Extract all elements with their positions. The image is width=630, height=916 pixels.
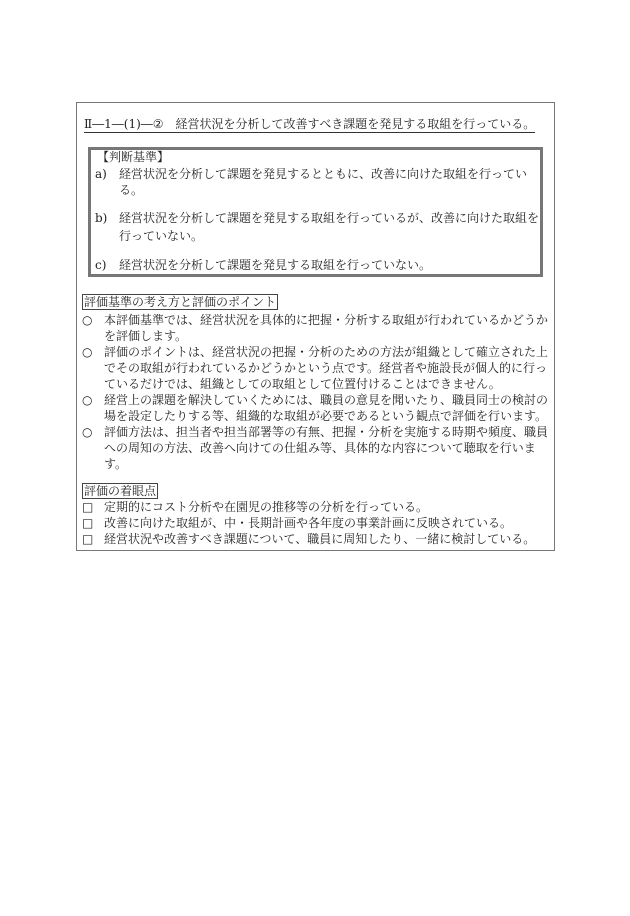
criteria-text-line: 経営状況を分析して課題を発見するとともに、改善に向けた取組を行ってい bbox=[119, 167, 528, 181]
focus-item: 改善に向けた取組が、中・長期計画や各年度の事業計画に反映されている。 bbox=[104, 516, 513, 530]
points-text-line: を評価します。 bbox=[104, 329, 188, 343]
points-text-line: への周知の方法、改善へ向けての仕組み等、具体的な内容について聴取を行いま bbox=[104, 441, 536, 455]
circle-bullet-icon: ○ bbox=[82, 393, 93, 407]
criteria-text-line: 経営状況を分析して課題を発見する取組を行っていない。 bbox=[119, 258, 432, 272]
criteria-text-line: る。 bbox=[119, 183, 144, 197]
checkbox-icon: □ bbox=[82, 532, 94, 546]
focus-heading: 評価の着眼点 bbox=[84, 484, 157, 498]
focus-item: 定期的にコスト分析や在園児の推移等の分析を行っている。 bbox=[104, 500, 429, 514]
points-text-line: 評価方法は、担当者や担当部署等の有無、把握・分析を実施する時期や頻度、職員 bbox=[104, 425, 549, 439]
points-heading: 評価基準の考え方と評価のポイント bbox=[84, 295, 277, 309]
criteria-marker: c) bbox=[95, 258, 107, 272]
criteria-text-line: 行っていない。 bbox=[119, 229, 204, 243]
points-text-line: 評価のポイントは、経営状況の把握・分析のための方法が組織として確立された上 bbox=[104, 345, 549, 359]
points-text-line: す。 bbox=[104, 457, 128, 471]
points-text-line: ているだけでは、組織としての取組として位置付けることはできません。 bbox=[104, 377, 501, 391]
criteria-marker: b) bbox=[95, 211, 108, 225]
criteria-text-line: 経営状況を分析して課題を発見する取組を行っているが、改善に向けた取組を bbox=[119, 211, 540, 225]
criteria-marker: a) bbox=[95, 167, 107, 181]
criteria-heading: 【判断基準】 bbox=[97, 150, 170, 164]
points-text-line: 経営上の課題を解決していくためには、職員の意見を聞いたり、職員同士の検討の bbox=[104, 393, 549, 407]
section-title: Ⅱ―1―(1)―② 経営状況を分析して改善すべき課題を発見する取組を行っている。 bbox=[84, 117, 536, 131]
checkbox-icon: □ bbox=[82, 516, 94, 530]
points-text-line: でその取組が行われているかどうかという点です。経営者や施設長が個人的に行っ bbox=[104, 361, 548, 375]
circle-bullet-icon: ○ bbox=[82, 345, 93, 359]
points-text-line: 本評価基準では、経営状況を具体的に把握・分析する取組が行われているかどうか bbox=[104, 313, 549, 327]
circle-bullet-icon: ○ bbox=[82, 313, 93, 327]
checkbox-icon: □ bbox=[82, 500, 94, 514]
circle-bullet-icon: ○ bbox=[82, 425, 93, 439]
focus-item: 経営状況や改善すべき課題について、職員に周知したり、一緒に検討している。 bbox=[104, 532, 536, 546]
points-text-line: 場を設定したりする等、組織的な取組が必要であるという観点で評価を行います。 bbox=[104, 409, 548, 423]
